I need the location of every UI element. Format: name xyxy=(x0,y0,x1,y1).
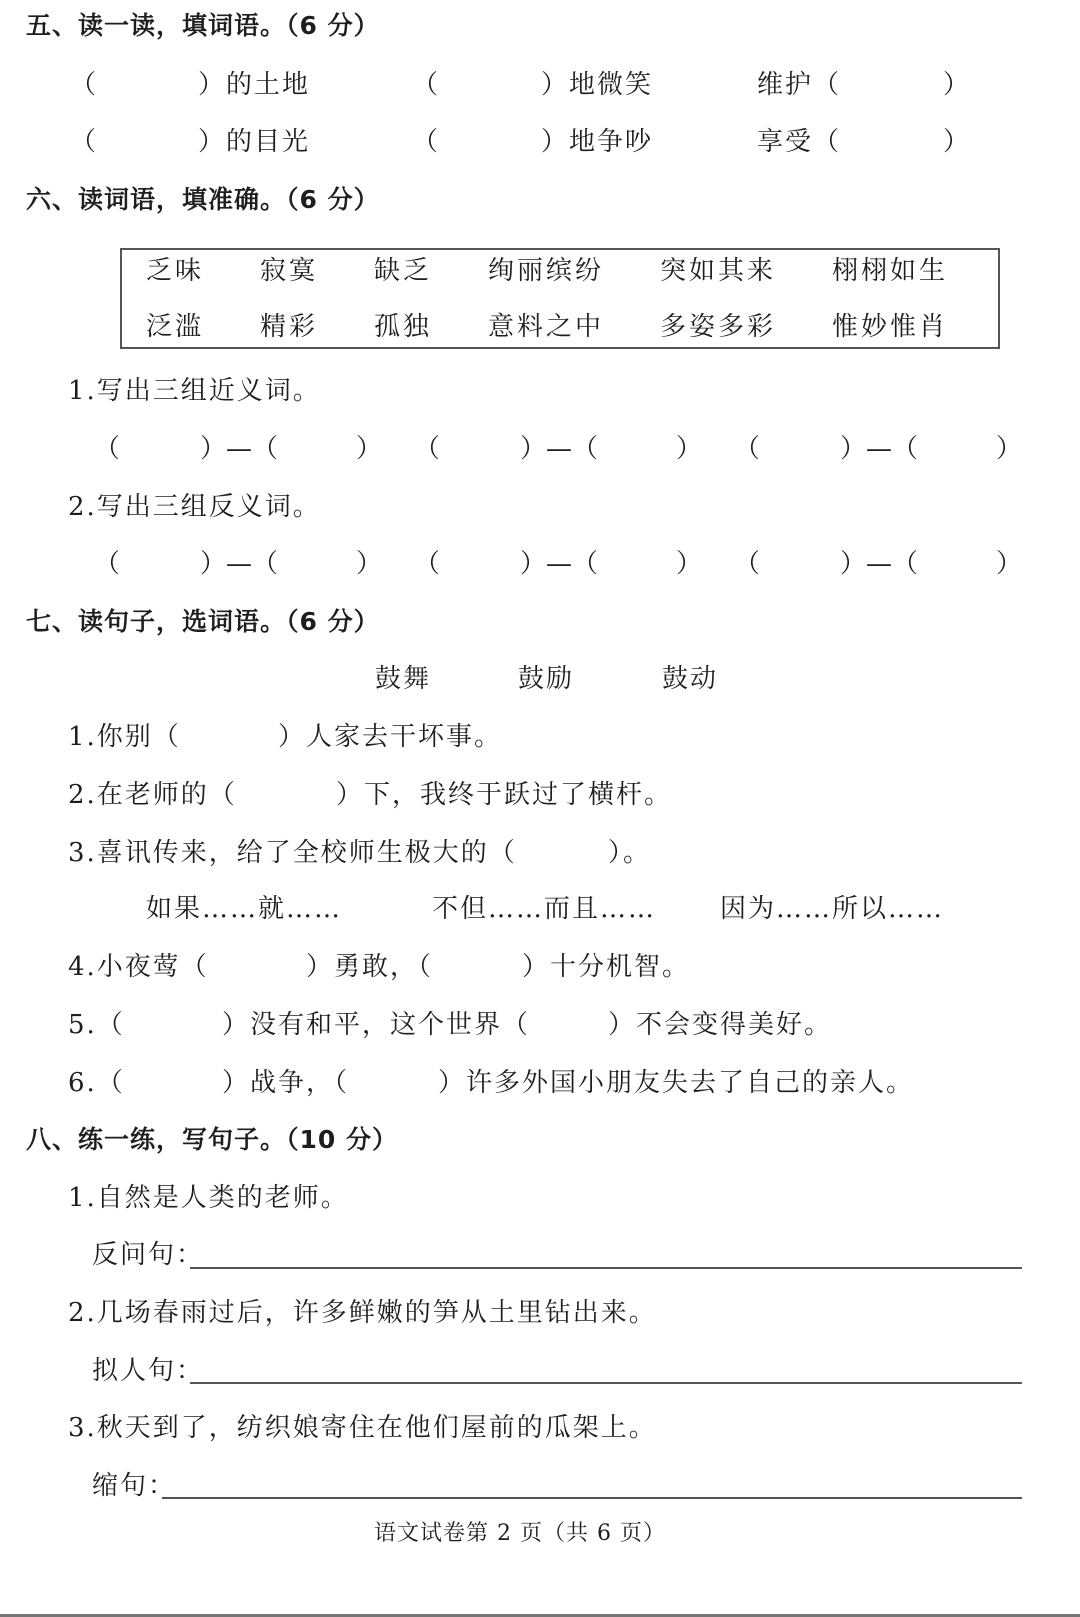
pair-close: ） xyxy=(356,434,383,464)
q7-5-part1: 5.（ xyxy=(68,1010,125,1040)
section-8-title: 八、练一练，写句子。（10 分） xyxy=(26,1125,398,1154)
antonym-blank[interactable] xyxy=(750,545,840,575)
pair-open: （ xyxy=(414,434,441,464)
section-7-title: 七、读句子，选词语。（6 分） xyxy=(26,607,380,636)
word-box-item: 栩栩如生 xyxy=(832,256,949,286)
antonym-blank[interactable] xyxy=(260,545,350,575)
blank-5-2[interactable] xyxy=(437,66,537,96)
word-box-item: 乏味 xyxy=(146,256,205,286)
fill-blank-5-2-suffix: ）地微笑 xyxy=(541,70,654,100)
pair-mid: ）—（ xyxy=(520,434,599,464)
pair-close: ） xyxy=(996,434,1023,464)
word-option: 鼓励 xyxy=(518,664,575,694)
q7-1-part1: 1.你别（ xyxy=(68,722,181,752)
antonym-blank[interactable] xyxy=(900,545,990,575)
q8-3-label: 缩句： xyxy=(92,1471,177,1501)
synonym-blank[interactable] xyxy=(260,430,350,460)
fill-blank-5-3-close: ） xyxy=(943,70,972,100)
q7-4-part2: ）勇敢，（ xyxy=(306,952,434,982)
q8-2-sentence: 2.几场春雨过后，许多鲜嫩的笋从土里钻出来。 xyxy=(68,1298,657,1328)
q7-1-part2: ）人家去干坏事。 xyxy=(278,722,503,752)
q7-6-part3: ）许多外国小朋友失去了自己的亲人。 xyxy=(438,1068,915,1098)
pair-mid: ）—（ xyxy=(200,549,279,579)
q7-4-part1: 4.小夜莺（ xyxy=(68,952,209,982)
fill-blank-5-3-prefix: 维护（ xyxy=(757,70,842,100)
answer-line-8-3[interactable] xyxy=(162,1497,1022,1499)
blank-7-1[interactable] xyxy=(165,718,275,748)
fill-blank-5-4-suffix: ）的目光 xyxy=(198,127,311,157)
conjunction-option: 不但……而且…… xyxy=(432,894,657,924)
fill-blank-5-2-open: （ xyxy=(412,70,441,100)
fill-blank-5-5-open: （ xyxy=(412,127,441,157)
q7-5-part3: ）不会变得美好。 xyxy=(608,1010,833,1040)
antonym-blank[interactable] xyxy=(110,545,200,575)
pair-open: （ xyxy=(734,434,761,464)
blank-7-6b[interactable] xyxy=(325,1064,435,1094)
section-6-title: 六、读词语，填准确。（6 分） xyxy=(26,185,380,214)
conjunction-option: 如果……就…… xyxy=(146,894,343,924)
pair-open: （ xyxy=(94,434,121,464)
answer-line-8-1[interactable] xyxy=(190,1267,1022,1269)
blank-5-6[interactable] xyxy=(840,123,940,153)
pair-open: （ xyxy=(94,549,121,579)
q8-1-label: 反问句： xyxy=(92,1240,205,1270)
blank-5-5[interactable] xyxy=(437,123,537,153)
synonym-blank[interactable] xyxy=(750,430,840,460)
q8-3-sentence: 3.秋天到了，纺织娘寄住在他们屋前的瓜架上。 xyxy=(68,1413,657,1443)
word-box-item: 寂寞 xyxy=(260,256,319,286)
q7-3-part2: ）。 xyxy=(608,838,652,868)
pair-close: ） xyxy=(676,549,703,579)
pair-close: ） xyxy=(996,549,1023,579)
antonym-blank[interactable] xyxy=(430,545,520,575)
fill-blank-5-5-suffix: ）地争吵 xyxy=(541,127,654,157)
fill-blank-5-1-suffix: ）的土地 xyxy=(198,70,311,100)
word-box-item: 突如其来 xyxy=(660,256,777,286)
blank-7-5b[interactable] xyxy=(494,1006,604,1036)
word-box-item: 孤独 xyxy=(374,312,433,342)
q7-3-part1: 3.喜讯传来，给了全校师生极大的（ xyxy=(68,838,517,868)
page-footer: 语文试卷第 2 页（共 6 页） xyxy=(374,1521,666,1546)
pair-mid: ）—（ xyxy=(840,434,919,464)
question-6-2: 2.写出三组反义词。 xyxy=(68,492,321,522)
word-box-item: 惟妙惟肖 xyxy=(832,312,949,342)
q7-2-part1: 2.在老师的（ xyxy=(68,780,237,810)
synonym-blank[interactable] xyxy=(110,430,200,460)
answer-line-8-2[interactable] xyxy=(190,1382,1022,1384)
synonym-blank[interactable] xyxy=(580,430,670,460)
blank-7-3[interactable] xyxy=(494,834,604,864)
blank-5-3[interactable] xyxy=(840,66,940,96)
pair-open: （ xyxy=(734,549,761,579)
blank-7-5a[interactable] xyxy=(110,1006,220,1036)
conjunction-option: 因为……所以…… xyxy=(720,894,945,924)
word-box-item: 精彩 xyxy=(260,312,319,342)
pair-mid: ）—（ xyxy=(520,549,599,579)
antonym-blank[interactable] xyxy=(580,545,670,575)
pair-mid: ）—（ xyxy=(200,434,279,464)
synonym-blank[interactable] xyxy=(430,430,520,460)
q8-2-label: 拟人句： xyxy=(92,1356,205,1386)
q7-6-part1: 6.（ xyxy=(68,1068,125,1098)
blank-7-4b[interactable] xyxy=(410,948,520,978)
word-box-item: 多姿多彩 xyxy=(660,312,777,342)
q8-1-sentence: 1.自然是人类的老师。 xyxy=(68,1183,349,1213)
q7-2-part2: ）下，我终于跃过了横杆。 xyxy=(336,780,673,810)
fill-blank-5-6-close: ） xyxy=(943,127,972,157)
word-box xyxy=(120,248,1000,349)
blank-5-4[interactable] xyxy=(95,123,195,153)
blank-7-4a[interactable] xyxy=(192,948,302,978)
question-6-1: 1.写出三组近义词。 xyxy=(68,376,321,406)
word-box-item: 绚丽缤纷 xyxy=(488,256,605,286)
section-5-title: 五、读一读，填词语。（6 分） xyxy=(26,11,380,40)
pair-close: ） xyxy=(356,549,383,579)
word-box-item: 泛滥 xyxy=(146,312,205,342)
word-box-item: 意料之中 xyxy=(488,312,605,342)
word-option: 鼓舞 xyxy=(375,664,432,694)
q7-4-part3: ）十分机智。 xyxy=(522,952,691,982)
word-box-item: 缺乏 xyxy=(374,256,433,286)
word-option: 鼓动 xyxy=(662,664,719,694)
fill-blank-5-4-open: （ xyxy=(70,127,99,157)
pair-open: （ xyxy=(414,549,441,579)
synonym-blank[interactable] xyxy=(900,430,990,460)
q7-5-part2: ）没有和平，这个世界（ xyxy=(222,1010,531,1040)
q7-6-part2: ）战争，（ xyxy=(222,1068,350,1098)
blank-5-1[interactable] xyxy=(95,66,195,96)
pair-mid: ）—（ xyxy=(840,549,919,579)
blank-7-2[interactable] xyxy=(222,776,332,806)
pair-close: ） xyxy=(676,434,703,464)
blank-7-6a[interactable] xyxy=(110,1064,220,1094)
fill-blank-5-6-prefix: 享受（ xyxy=(757,127,842,157)
fill-blank-5-1-open: （ xyxy=(70,70,99,100)
